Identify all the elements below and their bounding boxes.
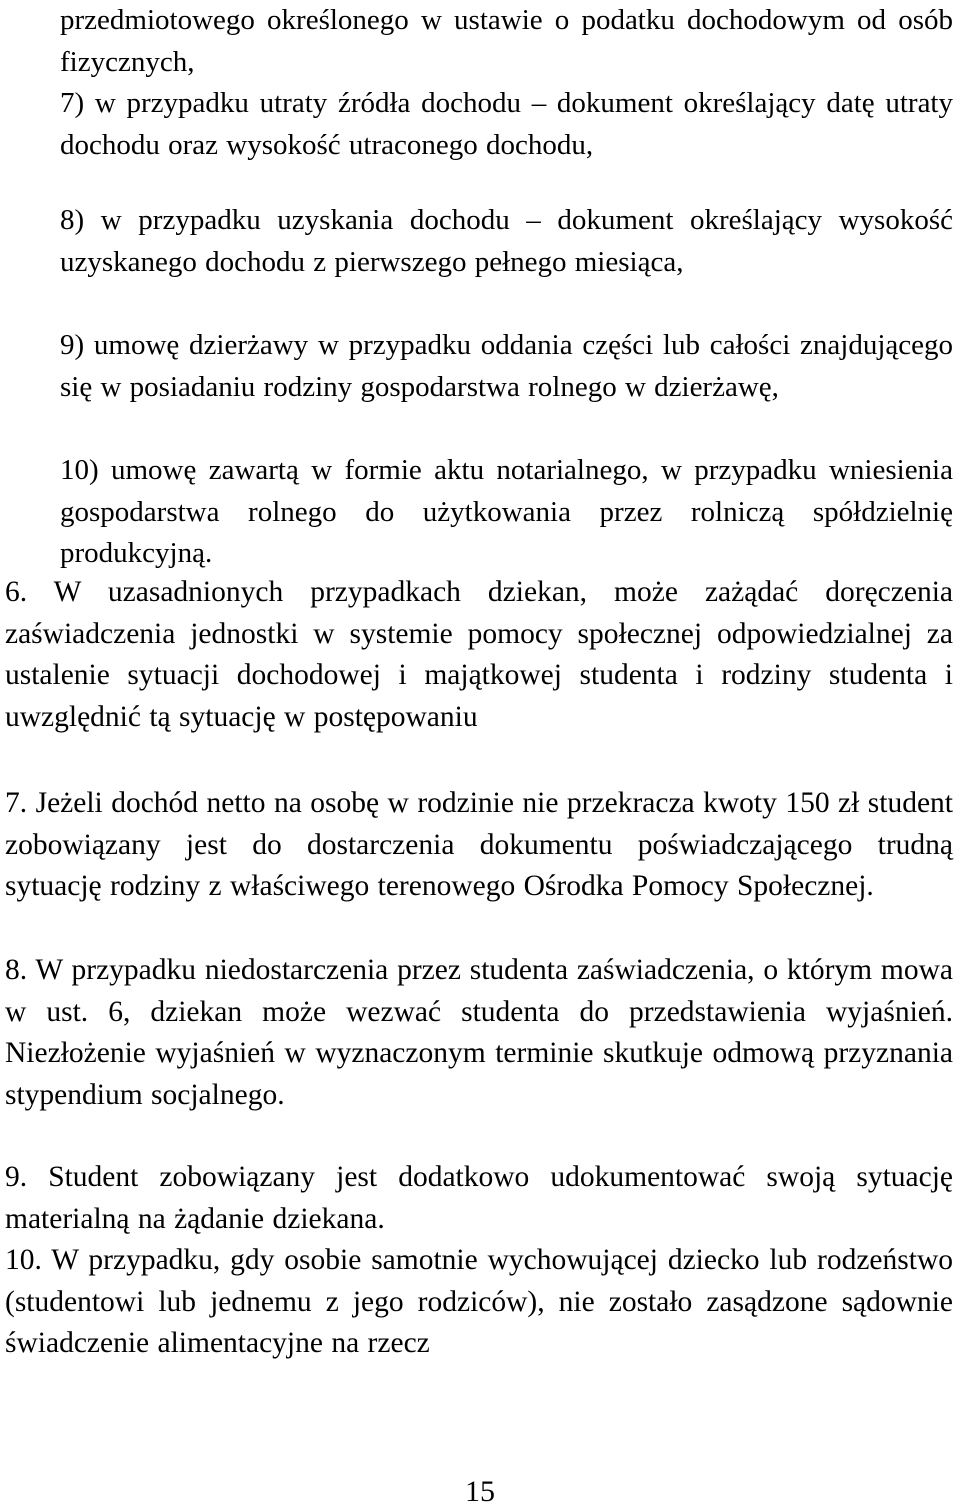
paragraph-9: 9. Student zobowiązany jest dodatkowo udokumentować swoją sytuację materialną na żądanie dziekana. xyxy=(5,1161,953,1235)
paragraph-6: 6. W uzasadnionych przypadkach dziekan, może zażądać doręczenia zaświadczenia jednostki w systemie pomocy społecznej odpowiedzialnej za ustalenie sytuacji dochodowej i majątkowej studenta i rodziny studenta i uwzględnić tą sytuację w postępowaniu xyxy=(5,576,953,733)
page-number: 15 xyxy=(465,1475,495,1508)
list-item-8: 8) w przypadku uzyskania dochodu – dokument określający wysokość uzyskanego dochodu z pierwszego pełnego miesiąca, xyxy=(60,204,953,278)
list-item-10: 10) umowę zawartą w formie aktu notarialnego, w przypadku wniesienia gospodarstwa rolnego do użytkowania przez rolniczą spółdzielnię produkcyjną. xyxy=(60,454,953,569)
list-item-7: 7) w przypadku utraty źródła dochodu – dokument określający datę utraty dochodu oraz wysokość utraconego dochodu, xyxy=(60,87,953,161)
paragraph-7: 7. Jeżeli dochód netto na osobę w rodzinie nie przekracza kwoty 150 zł student zobowiązany jest do dostarczenia dokumentu poświadczającego trudną sytuację rodziny z właściwego terenowego Ośrodka Pomocy Społecznej. xyxy=(5,787,953,903)
list-item-9: 9) umowę dzierżawy w przypadku oddania części lub całości znajdującego się w posiadaniu rodziny gospodarstwa rolnego w dzierżawę, xyxy=(60,329,953,403)
paragraph-10: 10. W przypadku, gdy osobie samotnie wychowującej dziecko lub rodzeństwo (studentowi lub jednemu z jego rodziców), nie zostało zasądzone sądownie świadczenie alimentacyjne na rzecz xyxy=(5,1244,953,1360)
list-item-continuation: przedmiotowego określonego w ustawie o podatku dochodowym od osób fizycznych, xyxy=(60,4,953,78)
paragraph-8: 8. W przypadku niedostarczenia przez studenta zaświadczenia, o którym mowa w ust. 6, dziekan może wezwać studenta do przedstawienia wyjaśnień. Niezłożenie wyjaśnień w wyznaczonym terminie skutkuje odmową przyznania stypendium socjalnego. xyxy=(5,954,953,1111)
